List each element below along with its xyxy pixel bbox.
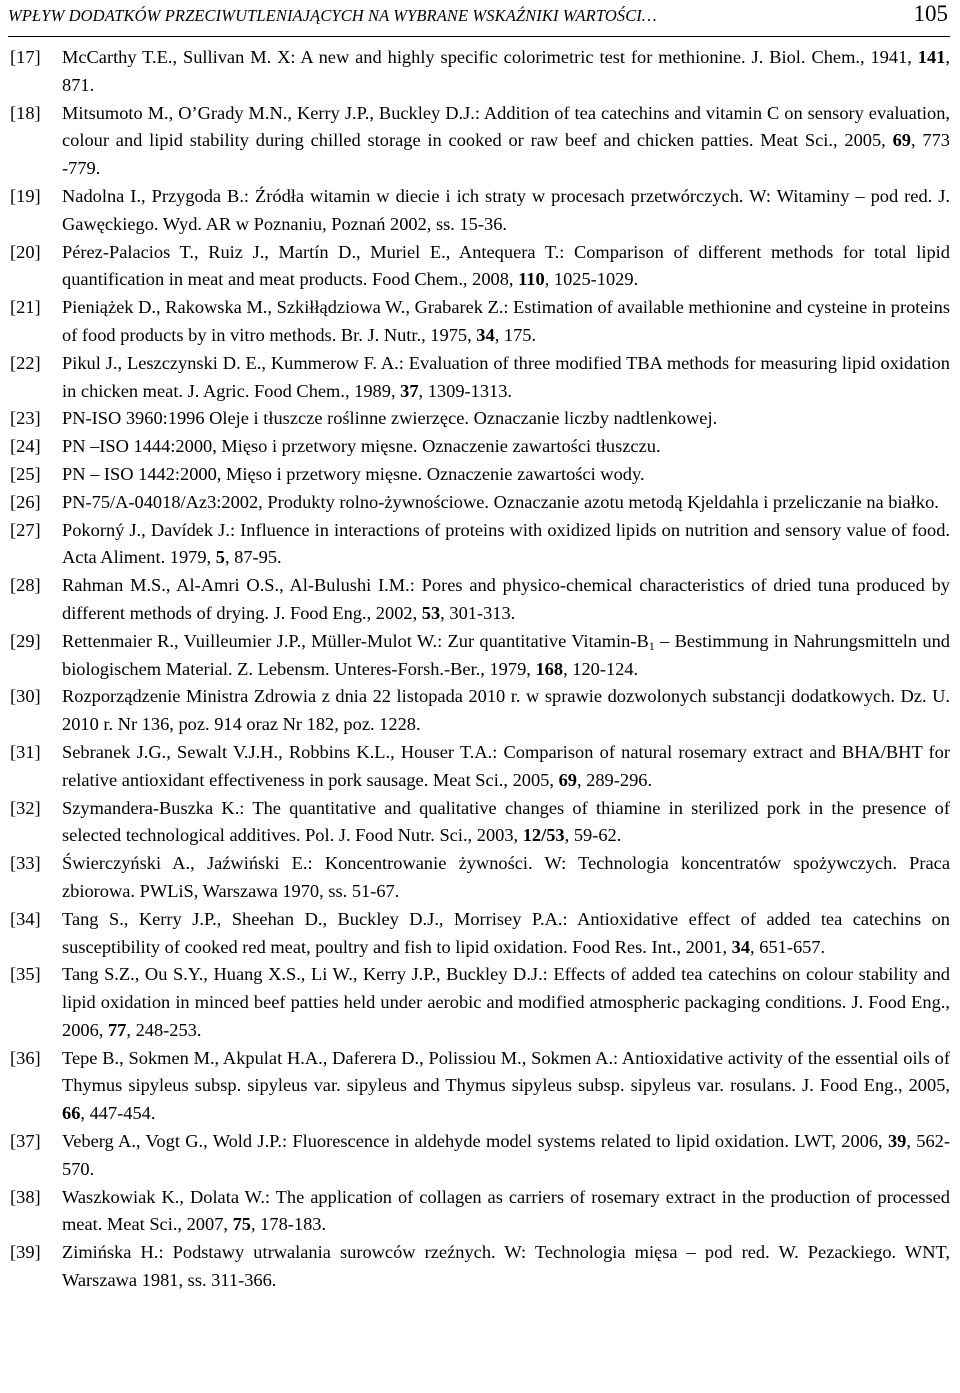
reference-entry	[10, 628, 950, 684]
reference-text	[62, 795, 950, 851]
reference-number: [35]	[10, 964, 41, 985]
reference-text	[62, 239, 950, 295]
reference-segment: Pieniążek D., Rakowska M., Szkiłłądziowa W., Grabarek Z.: Estimation of available methionine and cysteine in proteins of food products by in vitro methods. Br. J. Nutr., 1975,	[62, 297, 950, 345]
reference-entry	[10, 683, 950, 739]
reference-segment: , 248-253.	[126, 1019, 202, 1040]
reference-entry	[10, 294, 950, 350]
reference-segment: PN –ISO 1444:2000, Mięso i przetwory mięsne. Oznaczenie zawartości tłuszczu.	[62, 436, 661, 457]
reference-text	[62, 1184, 950, 1240]
reference-number: [25]	[10, 463, 41, 484]
reference-number: [23]	[10, 408, 41, 429]
reference-volume: 34	[731, 936, 751, 957]
reference-number: [19]	[10, 185, 41, 206]
reference-entry	[10, 183, 950, 239]
reference-entry	[10, 1239, 950, 1295]
reference-volume: 75	[232, 1214, 251, 1235]
reference-volume: 141	[917, 47, 946, 67]
reference-volume: 110	[518, 269, 545, 290]
reference-segment: Zimińska H.: Podstawy utrwalania surowców rzeźnych. W: Technologia mięsa – pod red. W. Pezackiego. WNT, Warszawa 1981, ss. 311-366.	[62, 1242, 950, 1291]
reference-volume: 5	[215, 547, 225, 568]
reference-number: [27]	[10, 519, 41, 540]
reference-entry	[10, 961, 950, 1044]
reference-entry	[10, 572, 950, 628]
reference-volume: 12/53	[522, 825, 565, 846]
reference-segment: McCarthy T.E., Sullivan M. X: A new and highly specific colorimetric test for methionine. J. Biol. Chem., 1941,	[62, 47, 918, 67]
reference-text	[62, 405, 950, 433]
reference-number: [20]	[10, 241, 41, 262]
reference-number: [17]	[10, 47, 41, 67]
reference-entry	[10, 350, 950, 406]
reference-number: [26]	[10, 491, 41, 512]
reference-volume: 69	[892, 130, 911, 151]
reference-text	[62, 1239, 950, 1295]
reference-text	[62, 461, 950, 489]
reference-segment: , 1025-1029.	[544, 269, 639, 290]
reference-volume: 37	[400, 380, 419, 401]
reference-number: [22]	[10, 352, 41, 373]
reference-number: [33]	[10, 853, 41, 874]
reference-number: [31]	[10, 741, 41, 762]
reference-segment: , 175.	[494, 324, 537, 345]
reference-entry	[10, 517, 950, 573]
reference-text	[62, 906, 950, 962]
reference-entry	[10, 795, 950, 851]
reference-text	[62, 350, 950, 406]
reference-entry	[10, 1184, 950, 1240]
reference-segment: PN – ISO 1442:2000, Mięso i przetwory mięsne. Oznaczenie zawartości wody.	[62, 463, 645, 484]
reference-segment: Waszkowiak K., Dolata W.: The application of collagen as carriers of rosemary extract in the production of processed meat. Meat Sci., 2007,	[62, 1186, 950, 1235]
reference-segment: , 871.	[62, 47, 950, 95]
reference-segment: Tang S., Kerry J.P., Sheehan D., Buckley D.J., Morrisey P.A.: Antioxidative effect of added tea catechins on susceptibility of cooked red meat, poultry and fish to lipid oxidation. Food Res. Int., 2001,	[62, 908, 950, 957]
reference-entry	[10, 489, 950, 517]
reference-segment: , 562-570.	[62, 1131, 951, 1179]
reference-entry	[10, 906, 950, 962]
reference-number: [30]	[10, 686, 41, 707]
reference-text	[62, 739, 950, 795]
reference-entry	[10, 1045, 950, 1128]
reference-text	[62, 628, 950, 684]
reference-list	[10, 44, 950, 1295]
reference-text	[62, 433, 950, 461]
reference-segment: , 178-183.	[250, 1214, 327, 1235]
reference-entry	[10, 239, 950, 295]
reference-volume: 168	[535, 658, 564, 679]
reference-segment: Rozporządzenie Ministra Zdrowia z dnia 22 listopada 2010 r. w sprawie dozwolonych substancji dodatkowych. Dz. U. 2010 r. Nr 136, poz. 914 oraz Nr 182, poz. 1228.	[62, 686, 950, 735]
reference-segment: , 773 -779.	[62, 130, 950, 179]
reference-number: [38]	[10, 1186, 41, 1207]
reference-entry	[10, 433, 950, 461]
reference-text	[62, 1045, 950, 1128]
reference-number: [18]	[10, 102, 41, 123]
running-header	[8, 0, 950, 37]
reference-volume: 66	[62, 1103, 81, 1124]
reference-text	[62, 183, 950, 239]
reference-number: [21]	[10, 297, 41, 318]
reference-segment: , 59-62.	[564, 825, 622, 846]
reference-volume: 53	[421, 602, 441, 623]
reference-number: [36]	[10, 1047, 41, 1068]
reference-segment: Nadolna I., Przygoda B.: Źródła witamin w diecie i ich straty w procesach przetwórczych. W: Witaminy – pod red. J. Gawęckiego. Wyd. AR w Poznaniu, Poznań 2002, ss. 15-36.	[62, 185, 950, 234]
reference-subscript: 1	[648, 638, 655, 653]
reference-segment: Tang S.Z., Ou S.Y., Huang X.S., Li W., Kerry J.P., Buckley D.J.: Effects of added tea catechins on colour stability and lipid oxidation in minced beef patties held under aerobic and modified atmospheric packaging conditions. J. Food Eng., 2006,	[62, 964, 950, 1040]
reference-entry	[10, 405, 950, 433]
reference-text	[62, 489, 950, 517]
reference-text	[62, 683, 950, 739]
reference-text	[62, 44, 950, 100]
reference-text	[62, 517, 950, 573]
running-header-title: WPŁYW DODATKÓW PRZECIWUTLENIAJĄCYCH NA WYBRANE WSKAŹNIKI WARTOŚCI…	[8, 6, 657, 25]
reference-entry	[10, 100, 950, 183]
reference-segment: , 1309-1313.	[418, 380, 513, 401]
reference-number: [34]	[10, 908, 41, 929]
reference-segment: Veberg A., Vogt G., Wold J.P.: Fluorescence in aldehyde model systems related to lipid oxidation. LWT, 2006,	[62, 1131, 888, 1152]
reference-volume: 34	[476, 324, 495, 345]
reference-entry	[10, 739, 950, 795]
reference-entry	[10, 44, 950, 100]
reference-text	[62, 294, 950, 350]
reference-text	[62, 961, 950, 1044]
reference-text	[62, 100, 950, 183]
reference-entry	[10, 850, 950, 906]
reference-volume: 77	[107, 1019, 127, 1040]
reference-segment: Świerczyński A., Jaźwiński E.: Koncentrowanie żywności. W: Technologia koncentratów spożywczych. Praca zbiorowa. PWLiS, Warszawa 1970, ss. 51-67.	[62, 853, 950, 901]
reference-segment: Sebranek J.G., Sewalt V.J.H., Robbins K.L., Houser T.A.: Comparison of natural rosemary extract and BHA/BHT for relative antioxidant effectiveness in pork sausage. Meat Sci., 2005,	[62, 741, 950, 790]
reference-segment: PN-ISO 3960:1996 Oleje i tłuszcze roślinne zwierzęce. Oznaczanie liczby nadtlenkowej.	[62, 408, 718, 429]
reference-volume: 39	[887, 1131, 907, 1152]
reference-number: [28]	[10, 575, 41, 596]
reference-entry	[10, 461, 950, 489]
page-number: 105	[913, 1, 948, 26]
reference-segment: , 120-124.	[563, 658, 639, 679]
reference-segment: Pokorný J., Davídek J.: Influence in interactions of proteins with oxidized lipids on nutrition and sensory value of food. Acta Aliment. 1979,	[62, 519, 950, 568]
reference-segment: Pikul J., Leszczynski D. E., Kummerow F. A.: Evaluation of three modified TBA methods for measuring lipid oxidation in chicken meat. J. Agric. Food Chem., 1989,	[62, 352, 950, 401]
reference-segment: Mitsumoto M., O’Grady M.N., Kerry J.P., Buckley D.J.: Addition of tea catechins and vitamin C on sensory evaluation, colour and lipid stability during chilled storage in cooked or raw beef and chicken patties. Meat Sci., 2005,	[62, 102, 950, 151]
reference-number: [37]	[10, 1131, 41, 1152]
reference-number: [39]	[10, 1242, 41, 1263]
reference-segment: Rettenmaier R., Vuilleumier J.P., Müller-Mulot W.: Zur quantitative Vitamin-B	[62, 630, 649, 651]
reference-segment: PN-75/A-04018/Az3:2002, Produkty rolno-żywnościowe. Oznaczanie azotu metodą Kjeldahla i przeliczanie na białko.	[62, 491, 939, 512]
reference-segment: Tepe B., Sokmen M., Akpulat H.A., Daferera D., Polissiou M., Sokmen A.: Antioxidative activity of the essential oils of Thymus sipyleus subsp. sipyleus var. sipyleus and Thymus sipyleus subsp. sipyleus var. rosulans. J. Food Eng., 2005,	[62, 1047, 950, 1096]
reference-segment: , 651-657.	[750, 936, 826, 957]
reference-number: [29]	[10, 630, 41, 651]
reference-segment: Szymandera-Buszka K.: The quantitative and qualitative changes of thiamine in sterilized pork in the presence of selected technological additives. Pol. J. Food Nutr. Sci., 2003,	[62, 797, 950, 846]
reference-number: [24]	[10, 436, 41, 457]
reference-segment: , 447-454.	[80, 1103, 156, 1124]
reference-text	[62, 1128, 950, 1184]
reference-text	[62, 850, 950, 906]
reference-segment: – Bestimmung in Nahrungsmitteln und biologischem Material. Z. Lebensm. Unteres-Forsh.-Ber., 1979,	[62, 630, 950, 679]
reference-number: [32]	[10, 797, 41, 818]
reference-segment: , 301-313.	[440, 602, 516, 623]
reference-segment: , 87-95.	[224, 547, 282, 568]
reference-text	[62, 572, 950, 628]
reference-segment: Rahman M.S., Al-Amri O.S., Al-Bulushi I.M.: Pores and physico-chemical characteristics of dried tuna produced by different methods of drying. J. Food Eng., 2002,	[62, 575, 950, 623]
reference-segment: Pérez-Palacios T., Ruiz J., Martín D., Muriel E., Antequera T.: Comparison of different methods for total lipid quantification in meat and meat products. Food Chem., 2008,	[62, 241, 950, 290]
reference-entry	[10, 1128, 950, 1184]
reference-volume: 69	[558, 769, 577, 790]
reference-segment: , 289-296.	[576, 769, 653, 790]
